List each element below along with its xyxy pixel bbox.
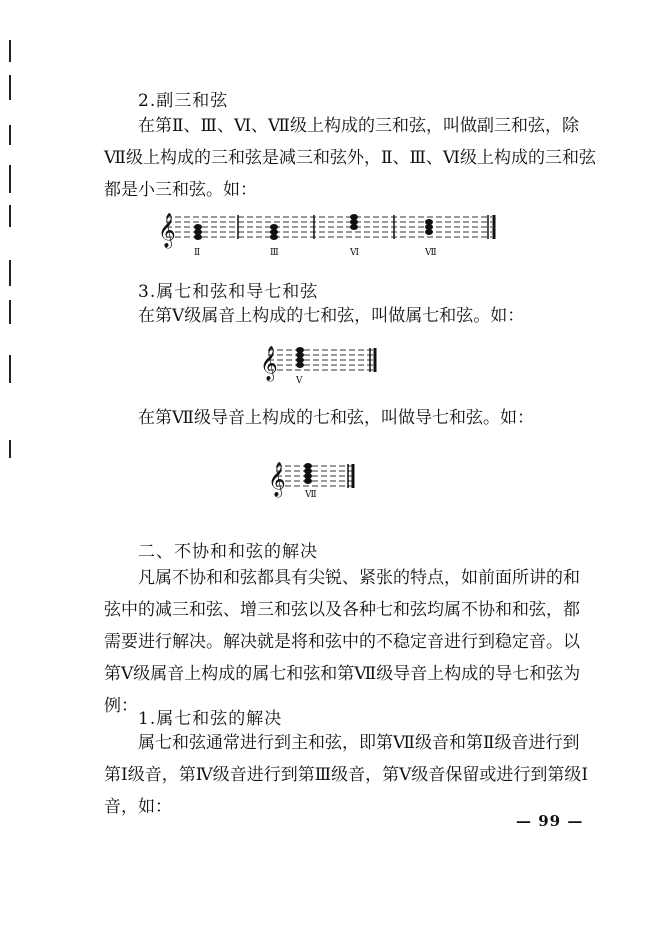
- part-heading: 二、不协和和弦的解决: [138, 542, 318, 562]
- section-paragraph: 在第Ⅶ级导音上构成的七和弦，叫做导七和弦。如：: [138, 408, 534, 428]
- degree-label: Ⅵ: [350, 248, 360, 258]
- music-example-secondary-triads: [158, 206, 498, 260]
- binding-mark: [9, 205, 11, 227]
- degree-label: Ⅶ: [305, 490, 317, 500]
- binding-mark: [9, 165, 11, 193]
- svg-text:𝄞: 𝄞: [268, 462, 286, 497]
- section-paragraph: 属七和弦通常进行到主和弦，即第Ⅶ级音和第Ⅱ级音进行到第Ⅰ级音，第Ⅳ级音进行到第Ⅲ级音，第Ⅴ级音保留或进行到第级Ⅰ音，如：: [104, 733, 589, 817]
- page-number: — 99 —: [516, 812, 584, 830]
- binding-mark: [9, 40, 11, 62]
- music-example-dominant-seventh: [260, 340, 380, 386]
- degree-label: Ⅲ: [270, 248, 279, 258]
- binding-mark: [9, 125, 11, 145]
- section-heading: 3.属七和弦和导七和弦: [138, 282, 319, 302]
- svg-text:𝄞: 𝄞: [260, 346, 278, 381]
- section-paragraph: 凡属不协和和弦都具有尖锐、紧张的特点，如前面所讲的和弦中的减三和弦、增三和弦以及各种七和弦均属不协和和弦，都需要进行解决。解决就是将和弦中的不稳定音进行到稳定音。以第Ⅴ级属音上构成的属七和弦和第Ⅶ级导音上构成的导七和弦为例：: [104, 568, 581, 716]
- binding-mark: [9, 355, 11, 383]
- binding-mark: [9, 300, 11, 324]
- binding-mark: [9, 440, 11, 458]
- svg-text:𝄞: 𝄞: [158, 213, 176, 248]
- binding-mark: [9, 260, 11, 286]
- section-paragraph: 在第Ⅴ级属音上构成的七和弦，叫做属七和弦。如：: [138, 306, 525, 326]
- degree-label: Ⅶ: [425, 248, 437, 258]
- section-paragraph: 在第Ⅱ、Ⅲ、Ⅵ、Ⅶ级上构成的三和弦，叫做副三和弦，除Ⅶ级上构成的三和弦是减三和弦外，Ⅱ、Ⅲ、Ⅵ级上构成的三和弦都是小三和弦。如：: [104, 116, 596, 200]
- binding-mark: [9, 75, 11, 100]
- degree-label: Ⅱ: [194, 248, 201, 258]
- degree-label: Ⅴ: [296, 376, 303, 386]
- section-heading: 1.属七和弦的解决: [138, 709, 283, 729]
- section-heading: 2.副三和弦: [138, 91, 229, 111]
